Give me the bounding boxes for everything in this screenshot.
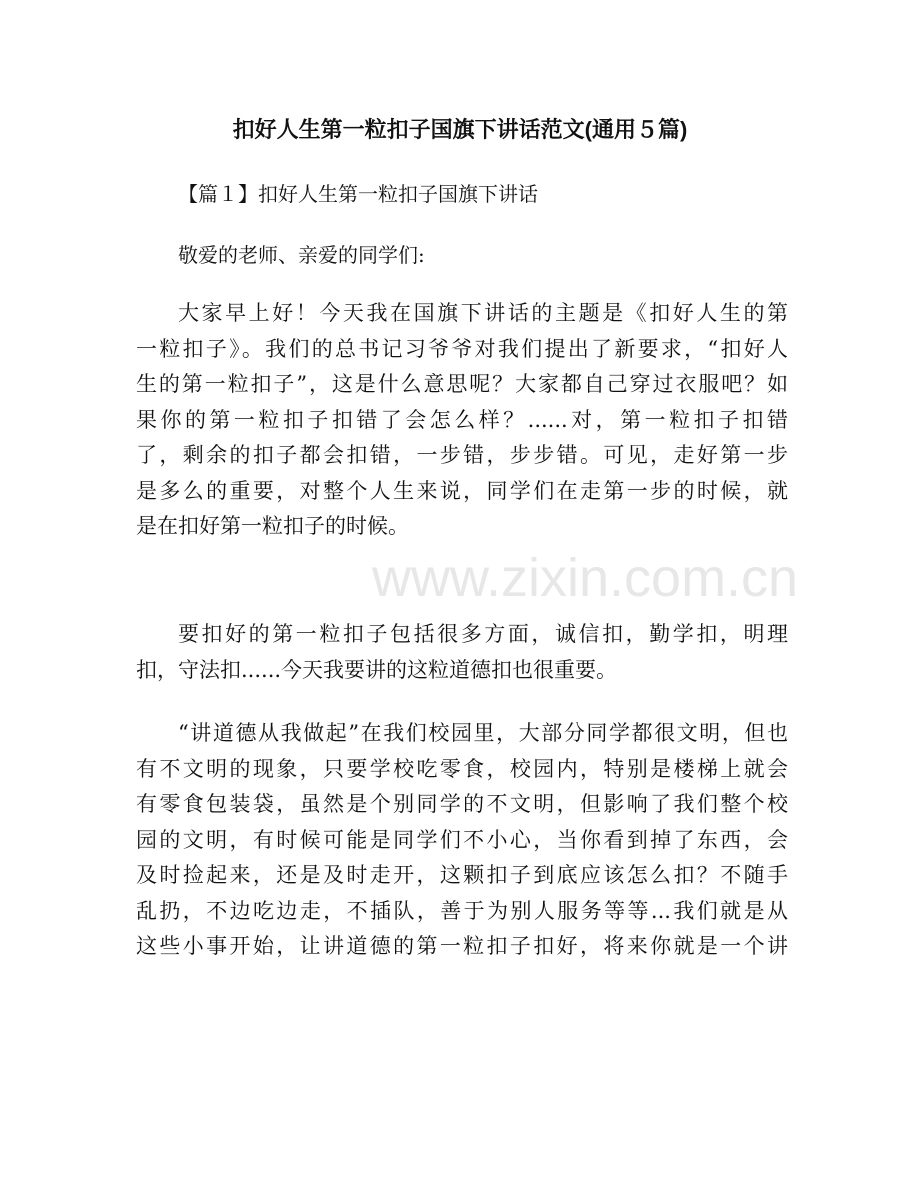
paragraph-line: 生的第一粒扣子”，这是什么意思呢？大家都自己穿过衣服吧？如: [136, 372, 788, 396]
document-title: 扣好人生第一粒扣子国旗下讲话范文(通用５篇): [232, 117, 688, 142]
paragraph-line: 是多么的重要，对整个人生来说，同学们在走第一步的时候，就: [136, 478, 788, 503]
paragraph-line: “讲道德从我做起”在我们校园里，大部分同学都很文明，但也: [178, 721, 788, 745]
paragraph-line: 园的文明，有时候可能是同学们不小心，当你看到掉了东西，会: [136, 827, 788, 852]
paragraph-line: 要扣好的第一粒扣子包括很多方面，诚信扣，勤学扣，明理: [178, 622, 788, 646]
paragraph-line: 果你的第一粒扣子扣错了会怎么样？......对，第一粒扣子扣错: [136, 407, 788, 432]
paragraph-line: 扣，守法扣......今天我要讲的这粒道德扣也很重要。: [136, 657, 618, 682]
section-heading: 【篇１】扣好人生第一粒扣子国旗下讲话: [178, 182, 538, 206]
paragraph-2: [136, 617, 788, 688]
paragraph-3: [136, 716, 788, 965]
paragraph-line: 及时捡起来，还是及时走开，这颗扣子到底应该怎么扣？不随手: [136, 863, 788, 887]
paragraph-line: 有不文明的现象，只要学校吃零食，校园内，特别是楼梯上就会: [136, 756, 788, 781]
paragraph-line: 乱扔，不边吃边走，不插队，善于为别人服务等等...我们就是从: [136, 898, 788, 923]
paragraph-line: 有零食包装袋，虽然是个别同学的不文明，但影响了我们整个校: [136, 792, 788, 816]
paragraph-line: 一粒扣子》。我们的总书记习爷爷对我们提出了新要求，“扣好人: [136, 336, 788, 361]
paragraph-line: 了，剩余的扣子都会扣错，一步错，步步错。可见，走好第一步: [136, 443, 788, 467]
salutation: 敬爱的老师、亲爱的同学们:: [178, 243, 425, 267]
paragraph-line: 大家早上好！今天我在国旗下讲话的主题是《扣好人生的第: [178, 301, 788, 325]
watermark: www.zixin.com.cn: [372, 548, 799, 608]
paragraph-1: [136, 296, 788, 545]
paragraph-line: 这些小事开始，让讲道德的第一粒扣子扣好，将来你就是一个讲: [136, 934, 788, 958]
paragraph-line: 是在扣好第一粒扣子的时候。: [136, 514, 409, 538]
